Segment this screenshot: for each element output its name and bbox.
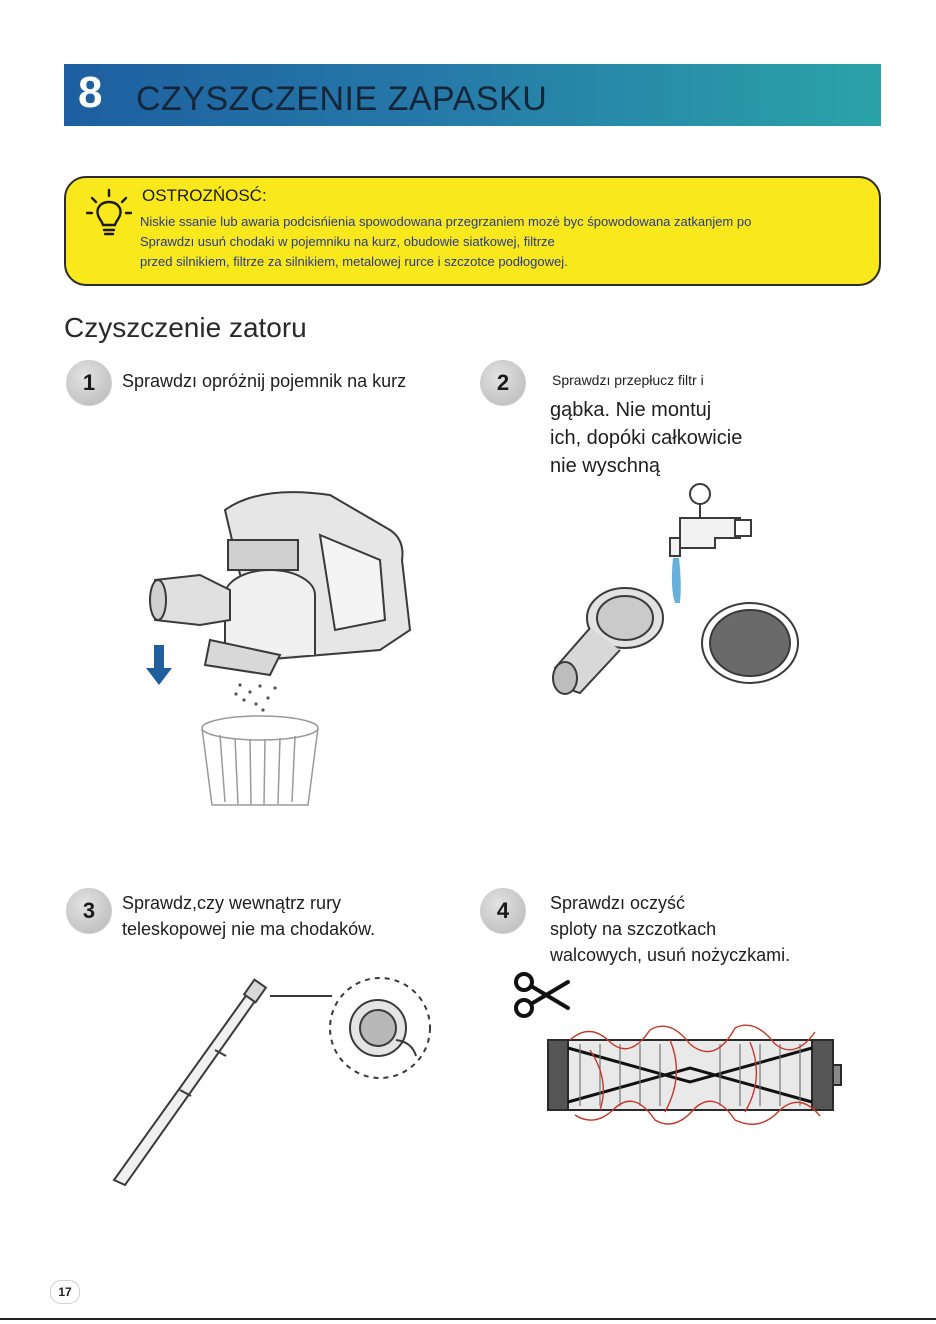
- step-3-line-2: teleskopowej nie ma chodaków.: [122, 919, 376, 939]
- step-2-line-1: gąbka. Nie montuj: [550, 399, 712, 421]
- filter-rinse-illustration: [540, 478, 810, 708]
- step-3-line-1: Sprawdz,czy wewnątrz rury: [122, 893, 342, 913]
- chapter-title: CZYSZCZENIE ZAPASKU: [136, 80, 548, 118]
- step-4-line-3: walcowych, usuń nożyczkami.: [550, 945, 791, 965]
- warning-line-2: Sprawdzı usuń chodaki w pojemniku na kurz, obudowie siatkowej, filtrze: [140, 234, 555, 249]
- step-4-line-2: sploty na szczotkach: [550, 919, 717, 939]
- warning-line-3: przed silnikiem, filtrze za silnikiem, metalowej rurce i szczotce podłogowej.: [140, 254, 568, 269]
- lightbulb-icon: [86, 188, 132, 244]
- step-3-number: 3: [66, 888, 112, 934]
- step-1-text: Sprawdzı opróżnij pojemnik na kurz: [122, 371, 407, 391]
- step-2-small-text: Sprawdzı przepłucz filtr i: [552, 372, 704, 388]
- scissors-icon: [510, 970, 570, 1020]
- step-2-line-3: nie wyschną: [550, 455, 661, 477]
- warning-title: OSTROZŃOSĆ:: [142, 186, 267, 205]
- step-4-line-1: Sprawdzı oczyść: [550, 893, 686, 913]
- step-1-number: 1: [66, 360, 112, 406]
- roller-brush-illustration: [540, 1020, 845, 1130]
- telescopic-tube-illustration: [100, 970, 440, 1200]
- page-number: 17: [50, 1280, 80, 1304]
- dust-bin-illustration: [140, 480, 430, 820]
- step-2-line-2: ich, dopóki całkowicie: [550, 427, 743, 449]
- chapter-number: 8: [78, 68, 103, 117]
- step-2-number: 2: [480, 360, 526, 406]
- step-4-number: 4: [480, 888, 526, 934]
- warning-line-1: Niskie ssanie lub awaria podcisńienia spowodowana przegrzaniem mozė byc śpowodowana zatkanjem po: [140, 214, 752, 229]
- bottom-rule: [0, 1318, 936, 1320]
- section-title: Czyszczenie zatoru: [64, 312, 307, 343]
